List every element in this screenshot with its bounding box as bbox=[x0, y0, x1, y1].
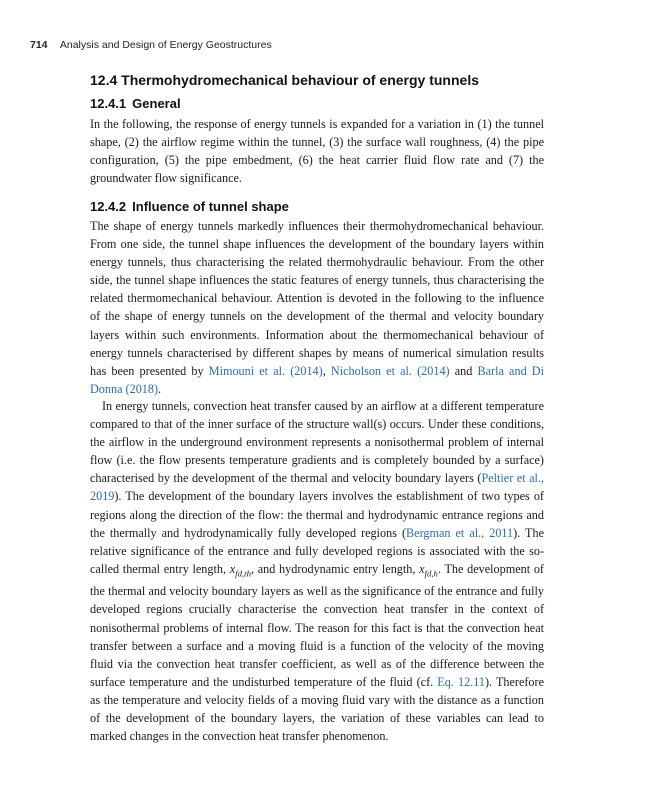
citation-link[interactable]: Mimouni et al. (2014) bbox=[208, 363, 323, 378]
paragraph-text: In energy tunnels, convection heat transfer caused by an airflow at a different temperature compared to that of the inner surface of the structure wall(s) occurs. Under these conditions, the airflow in the underground environment represents a nonisothermal problem of internal flow (i.e. the flow presents temperature gradients and is completely bounded by a surface) characterised by the development of the thermal and velocity boundary layers ( bbox=[90, 399, 544, 486]
paragraph-tunnel-shape-2 bbox=[90, 397, 544, 745]
paragraph-general: In the following, the response of energy tunnels is expanded for a variation in (1) the tunnel shape, (2) the airflow regime within the tunnel, (3) the surface wall roughness, (4) the pipe configuration, (5) the pipe embedment, (6) the heat carrier fluid flow rate and (7) the groundwater flow significance. bbox=[90, 117, 544, 186]
section-title: Thermohydromechanical behaviour of energy tunnels bbox=[121, 72, 479, 88]
subsection-heading-general bbox=[90, 96, 181, 111]
symbol-base: x bbox=[229, 561, 236, 576]
equation-reference-link[interactable]: Eq. 12.11 bbox=[437, 674, 485, 689]
paragraph-text: ). The development of the boundary layers involves the establishment of two types of regions along the direction of the flow: the thermal and hydrodynamic entrance regions and the thermally and hydrodynamically fully developed regions ( bbox=[90, 489, 544, 540]
citation-link[interactable]: Bergman et al., 2011 bbox=[406, 525, 514, 540]
symbol-base: x bbox=[419, 561, 425, 576]
subsection-heading-tunnel-shape bbox=[90, 199, 289, 214]
paragraph-text: , and hydrodynamic entry length, bbox=[250, 561, 420, 576]
separator-text: , bbox=[322, 363, 331, 378]
paragraph-text: ). The relative significance of the entrance and fully developed regions is associated with the so-called thermal entry length, bbox=[90, 525, 545, 576]
paragraph-text: . The development of the thermal and velocity boundary layers as well as the significance of the entrance and fully developed regions crucially characterise the convection heat transfer in the context of nonisothermal problems of internal flow. The reason for this fact is that the convection heat transfer between a surface and a moving fluid is a function of the velocity of the moving fluid via the convection heat transfer coefficient, as well as of the difference between the surface temperature and the undisturbed temperature of the fluid (cf. bbox=[90, 561, 544, 689]
section-number: 12.4 bbox=[90, 72, 118, 88]
subsection-title: Influence of tunnel shape bbox=[132, 199, 289, 214]
paragraph-tunnel-shape-1 bbox=[90, 217, 544, 398]
thermal-entry-length-symbol bbox=[229, 561, 251, 579]
hydrodynamic-entry-length-symbol bbox=[419, 561, 438, 579]
running-header bbox=[30, 39, 272, 51]
subsection-number: 12.4.2 bbox=[90, 199, 127, 214]
citation-link[interactable]: Nicholson et al. (2014) bbox=[330, 363, 450, 378]
separator-text: . bbox=[158, 381, 162, 396]
paragraph-text: ). Therefore as the temperature and velocity fields of a moving fluid vary with the distance as a function of the development of the boundary layers, the variation of these variables can lead to marked changes in the convection heat transfer phenomenon. bbox=[90, 674, 544, 744]
running-title: Analysis and Design of Energy Geostructures bbox=[59, 39, 272, 51]
page-number: 714 bbox=[30, 39, 48, 51]
symbol-subscript: fd,th bbox=[235, 568, 251, 579]
symbol-subscript: fd,h bbox=[424, 568, 438, 579]
separator-text: and bbox=[449, 363, 478, 378]
subsection-number: 12.4.1 bbox=[90, 96, 127, 111]
citation-link[interactable]: Peltier et al., 2019 bbox=[90, 471, 544, 504]
section-heading bbox=[90, 72, 479, 88]
subsection-title: General bbox=[132, 96, 181, 111]
paragraph-text: The shape of energy tunnels markedly influences their thermohydromechanical behaviour. From one side, the tunnel shape influences the development of the boundary layers within energy tunnels, thus characterising the related thermohydraulic behaviour. From the other side, the tunnel shape influences the static features of energy tunnels, thus characterising the related thermomechanical behaviour. Attention is devoted in the following to the influence of the shape of energy tunnels on the development of the thermal and velocity boundary layers within such environments. Information about the thermomechanical behaviour of energy tunnels characterised by different shapes by means of numerical simulation results has been presented by bbox=[90, 219, 544, 378]
citation-link[interactable]: Barla and Di Donna (2018) bbox=[90, 363, 544, 396]
